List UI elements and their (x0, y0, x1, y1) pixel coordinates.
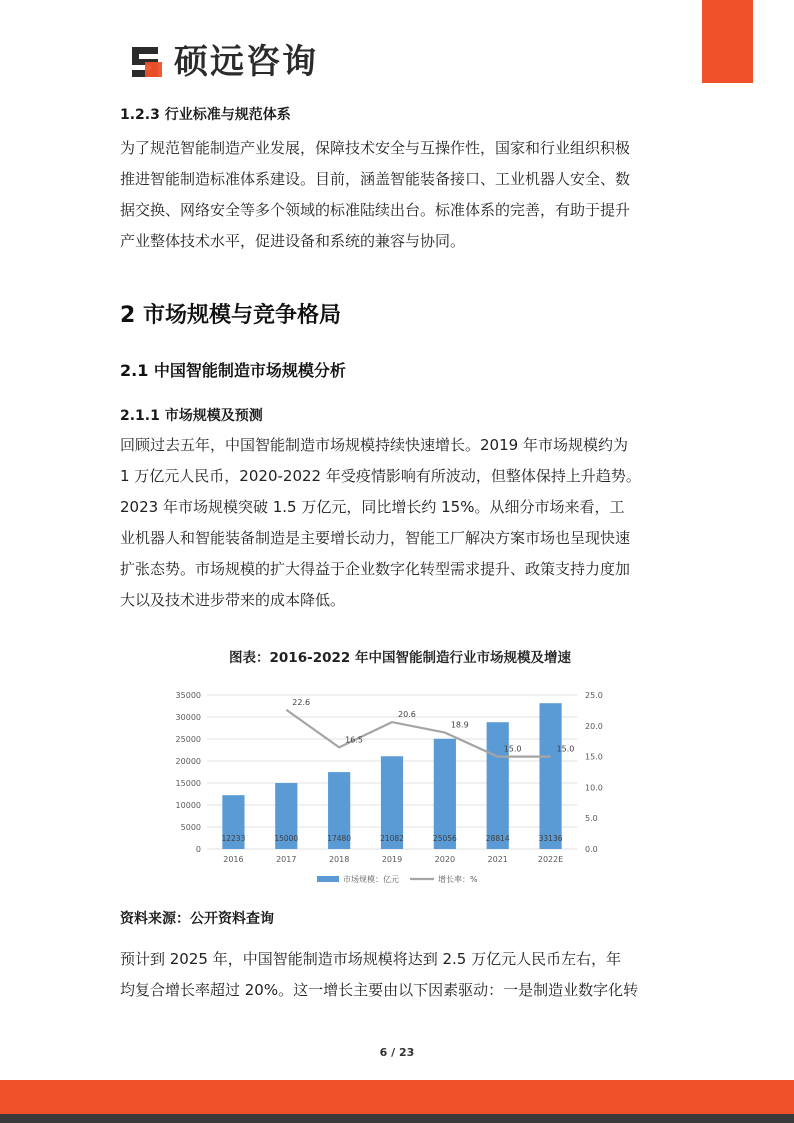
x-axis-tick-label: 2020 (434, 855, 456, 864)
line-value-label: 16.5 (345, 735, 363, 745)
chart-caption: 图表：2016-2022 年中国智能制造行业市场规模及增速 (229, 650, 571, 666)
chart-bar (434, 739, 456, 849)
right-axis-tick-label: 25.0 (585, 691, 603, 700)
market-size-chart (165, 684, 635, 894)
x-axis-tick-label: 2016 (223, 855, 244, 864)
legend-line-label: 增长率：% (438, 875, 478, 884)
left-axis-tick-label: 30000 (175, 713, 201, 722)
bar-value-label: 25056 (432, 834, 457, 843)
brand-logo (128, 42, 318, 82)
x-axis-tick-label: 2019 (381, 855, 403, 864)
section-2-1-1-heading: 2.1.1 市场规模及预测 (120, 408, 263, 424)
paragraph-line: 扩张态势。市场规模的扩大得益于企业数字化转型需求提升、政策支持力度加 (120, 560, 631, 578)
right-axis-tick-label: 10.0 (585, 783, 603, 793)
paragraph-line: 为了规范智能制造产业发展，保障技术安全与互操作性，国家和行业组织积极 (120, 139, 631, 157)
paragraph-line: 推进智能制造标准体系建设。目前，涵盖智能装备接口、工业机器人安全、数 (120, 170, 631, 188)
paragraph-line: 预计到 2025 年，中国智能制造市场规模将达到 2.5 万亿元人民币左右，年 (120, 950, 622, 968)
paragraph-line: 回顾过去五年，中国智能制造市场规模持续快速增长。2019 年市场规模约为 (120, 436, 628, 454)
bar-value-label: 28814 (485, 834, 510, 843)
left-axis-tick-label: 15000 (175, 779, 201, 788)
section-1-2-3-body (120, 133, 680, 257)
paragraph-line: 据交换、网络安全等多个领域的标准陆续出台。标准体系的完善，有助于提升 (120, 201, 631, 219)
bar-value-label: 21082 (380, 834, 404, 843)
right-axis-tick-label: 15.0 (585, 752, 603, 762)
brand-name: 硕远咨询 (174, 42, 318, 82)
bar-value-label: 33136 (538, 834, 563, 843)
paragraph-line: 产业整体技术水平，促进设备和系统的兼容与协同。 (120, 232, 466, 250)
left-axis-tick-label: 20000 (175, 757, 201, 766)
right-axis-tick-label: 20.0 (585, 721, 603, 731)
section-1-2-3-heading: 1.2.3 行业标准与规范体系 (120, 107, 291, 123)
footer-strip (0, 1114, 794, 1123)
line-value-label: 15.0 (556, 744, 575, 754)
bar-value-label: 17480 (327, 834, 352, 843)
paragraph-line: 1 万亿元人民币，2020-2022 年受疫情影响有所波动，但整体保持上升趋势。 (120, 467, 641, 485)
source-label: 资料来源：公开资料查询 (120, 911, 274, 927)
section-2-1-heading: 2.1 中国智能制造市场规模分析 (120, 361, 346, 380)
paragraph-line: 2023 年市场规模突破 1.5 万亿元，同比增长约 15%。从细分市场来看，工 (120, 498, 625, 516)
left-axis-tick-label: 10000 (175, 801, 201, 810)
legend-bar-swatch (317, 876, 339, 882)
right-axis-tick-label: 0.0 (585, 845, 598, 854)
right-axis-tick-label: 5.0 (585, 814, 598, 824)
paragraph-line: 大以及技术进步带来的成本降低。 (120, 591, 346, 609)
forecast-body (120, 944, 680, 1006)
line-value-label: 22.6 (292, 697, 311, 707)
line-value-label: 18.9 (450, 720, 469, 730)
paragraph-line: 均复合增长率超过 20%。这一增长主要由以下因素驱动：一是制造业数字化转 (120, 981, 639, 999)
left-axis-tick-label: 0 (195, 845, 201, 854)
left-axis-tick-label: 35000 (175, 691, 201, 700)
left-axis-tick-label: 25000 (175, 735, 201, 744)
section-2-heading: 2 市场规模与竞争格局 (120, 303, 341, 328)
bar-value-label: 12233 (221, 834, 246, 843)
line-value-label: 15.0 (503, 744, 522, 754)
chart-bar (539, 703, 561, 849)
brand-mark-icon (128, 43, 166, 81)
line-value-label: 20.6 (398, 710, 416, 720)
corner-accent-bar (702, 0, 753, 83)
legend-bar-label: 市场规模：亿元 (343, 875, 399, 884)
left-axis-tick-label: 5000 (180, 823, 201, 832)
page-number: 6 / 23 (379, 1046, 415, 1059)
x-axis-tick-label: 2021 (487, 855, 508, 864)
x-axis-tick-label: 2022E (537, 855, 564, 864)
footer-band (0, 1080, 794, 1114)
section-2-1-1-body (120, 430, 680, 616)
paragraph-line: 业机器人和智能装备制造是主要增长动力，智能工厂解决方案市场也呈现快速 (120, 529, 631, 547)
x-axis-tick-label: 2017 (276, 855, 297, 864)
chart-bar (487, 722, 509, 849)
x-axis-tick-label: 2018 (328, 855, 350, 864)
bar-value-label: 15000 (274, 834, 299, 843)
